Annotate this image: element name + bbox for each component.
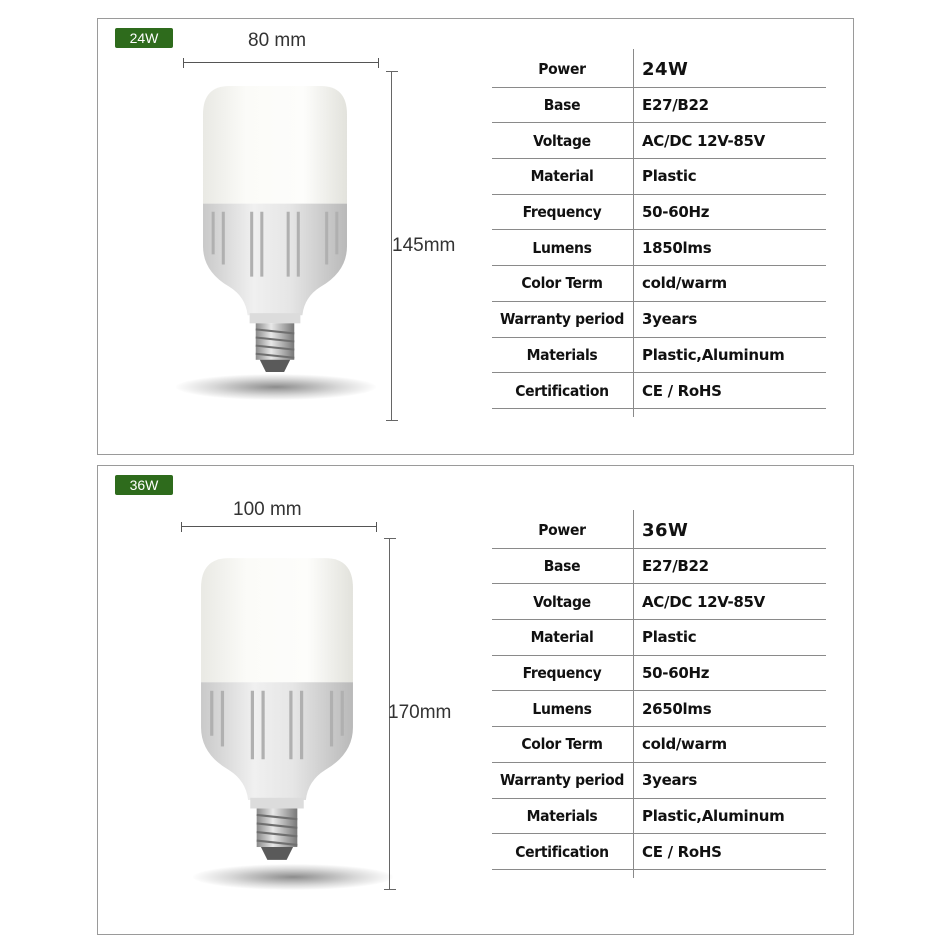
spec-row <box>492 762 826 798</box>
spec-value: Plastic,Aluminum <box>632 798 826 834</box>
width-dimension-line <box>183 58 379 68</box>
led-bulb-image <box>196 556 358 862</box>
spec-row <box>492 52 826 87</box>
spec-value: 36W <box>632 513 826 548</box>
height-dimension-label: 145mm <box>392 235 456 256</box>
spec-row <box>492 266 826 302</box>
spec-value: cold/warm <box>632 727 826 763</box>
spec-label: Material <box>492 620 632 656</box>
height-dimension-label: 170mm <box>388 702 452 723</box>
spec-value: E27/B22 <box>632 87 826 123</box>
spec-label: Lumens <box>492 230 632 266</box>
spec-value: AC/DC 12V-85V <box>632 584 826 620</box>
spec-value: CE / RoHS <box>632 834 826 870</box>
spec-row <box>492 194 826 230</box>
spec-value: 24W <box>632 52 826 87</box>
led-bulb-image <box>198 84 352 374</box>
spec-value: 1850lms <box>632 230 826 266</box>
spec-row <box>492 691 826 727</box>
spec-row <box>492 301 826 337</box>
spec-row <box>492 337 826 373</box>
spec-value: cold/warm <box>632 266 826 302</box>
spec-value: 50-60Hz <box>632 194 826 230</box>
spec-label: Power <box>492 513 632 548</box>
spec-label: Materials <box>492 798 632 834</box>
spec-table-divider <box>633 510 634 878</box>
spec-row <box>492 620 826 656</box>
spec-row <box>492 373 826 409</box>
spec-row <box>492 834 826 870</box>
spec-value: Plastic <box>632 620 826 656</box>
product-panel-36w <box>97 465 854 935</box>
spec-row <box>492 584 826 620</box>
spec-label: Color Term <box>492 266 632 302</box>
spec-label: Warranty period <box>492 762 632 798</box>
spec-value: CE / RoHS <box>632 373 826 409</box>
spec-row <box>492 123 826 159</box>
spec-table-divider <box>633 49 634 417</box>
spec-label: Base <box>492 87 632 123</box>
bulb-shadow <box>193 864 393 890</box>
product-panel-24w <box>97 18 854 455</box>
spec-label: Warranty period <box>492 301 632 337</box>
spec-value: 3years <box>632 762 826 798</box>
spec-row-empty <box>492 408 826 431</box>
spec-row <box>492 548 826 584</box>
width-dimension-label: 80 mm <box>248 30 307 51</box>
spec-label: Material <box>492 159 632 195</box>
spec-label: Frequency <box>492 655 632 691</box>
spec-value: Plastic <box>632 159 826 195</box>
spec-row <box>492 87 826 123</box>
spec-label: Materials <box>492 337 632 373</box>
spec-value: 2650lms <box>632 691 826 727</box>
spec-label: Color Term <box>492 727 632 763</box>
spec-row <box>492 655 826 691</box>
width-dimension-line <box>181 522 377 532</box>
spec-table <box>492 52 826 431</box>
spec-label: Power <box>492 52 632 87</box>
spec-row <box>492 727 826 763</box>
spec-value: 3years <box>632 301 826 337</box>
spec-value: Plastic,Aluminum <box>632 337 826 373</box>
spec-label: Lumens <box>492 691 632 727</box>
spec-row <box>492 230 826 266</box>
spec-label: Voltage <box>492 584 632 620</box>
spec-value: AC/DC 12V-85V <box>632 123 826 159</box>
spec-label: Base <box>492 548 632 584</box>
spec-value: E27/B22 <box>632 548 826 584</box>
wattage-badge: 24W <box>115 28 173 48</box>
spec-row <box>492 798 826 834</box>
spec-table <box>492 513 826 892</box>
spec-label: Certification <box>492 373 632 409</box>
spec-label: Certification <box>492 834 632 870</box>
width-dimension-label: 100 mm <box>233 499 302 520</box>
bulb-shadow <box>176 374 376 400</box>
spec-row <box>492 159 826 195</box>
spec-label: Voltage <box>492 123 632 159</box>
spec-label: Frequency <box>492 194 632 230</box>
wattage-badge: 36W <box>115 475 173 495</box>
spec-row-empty <box>492 869 826 892</box>
spec-row <box>492 513 826 548</box>
spec-value: 50-60Hz <box>632 655 826 691</box>
